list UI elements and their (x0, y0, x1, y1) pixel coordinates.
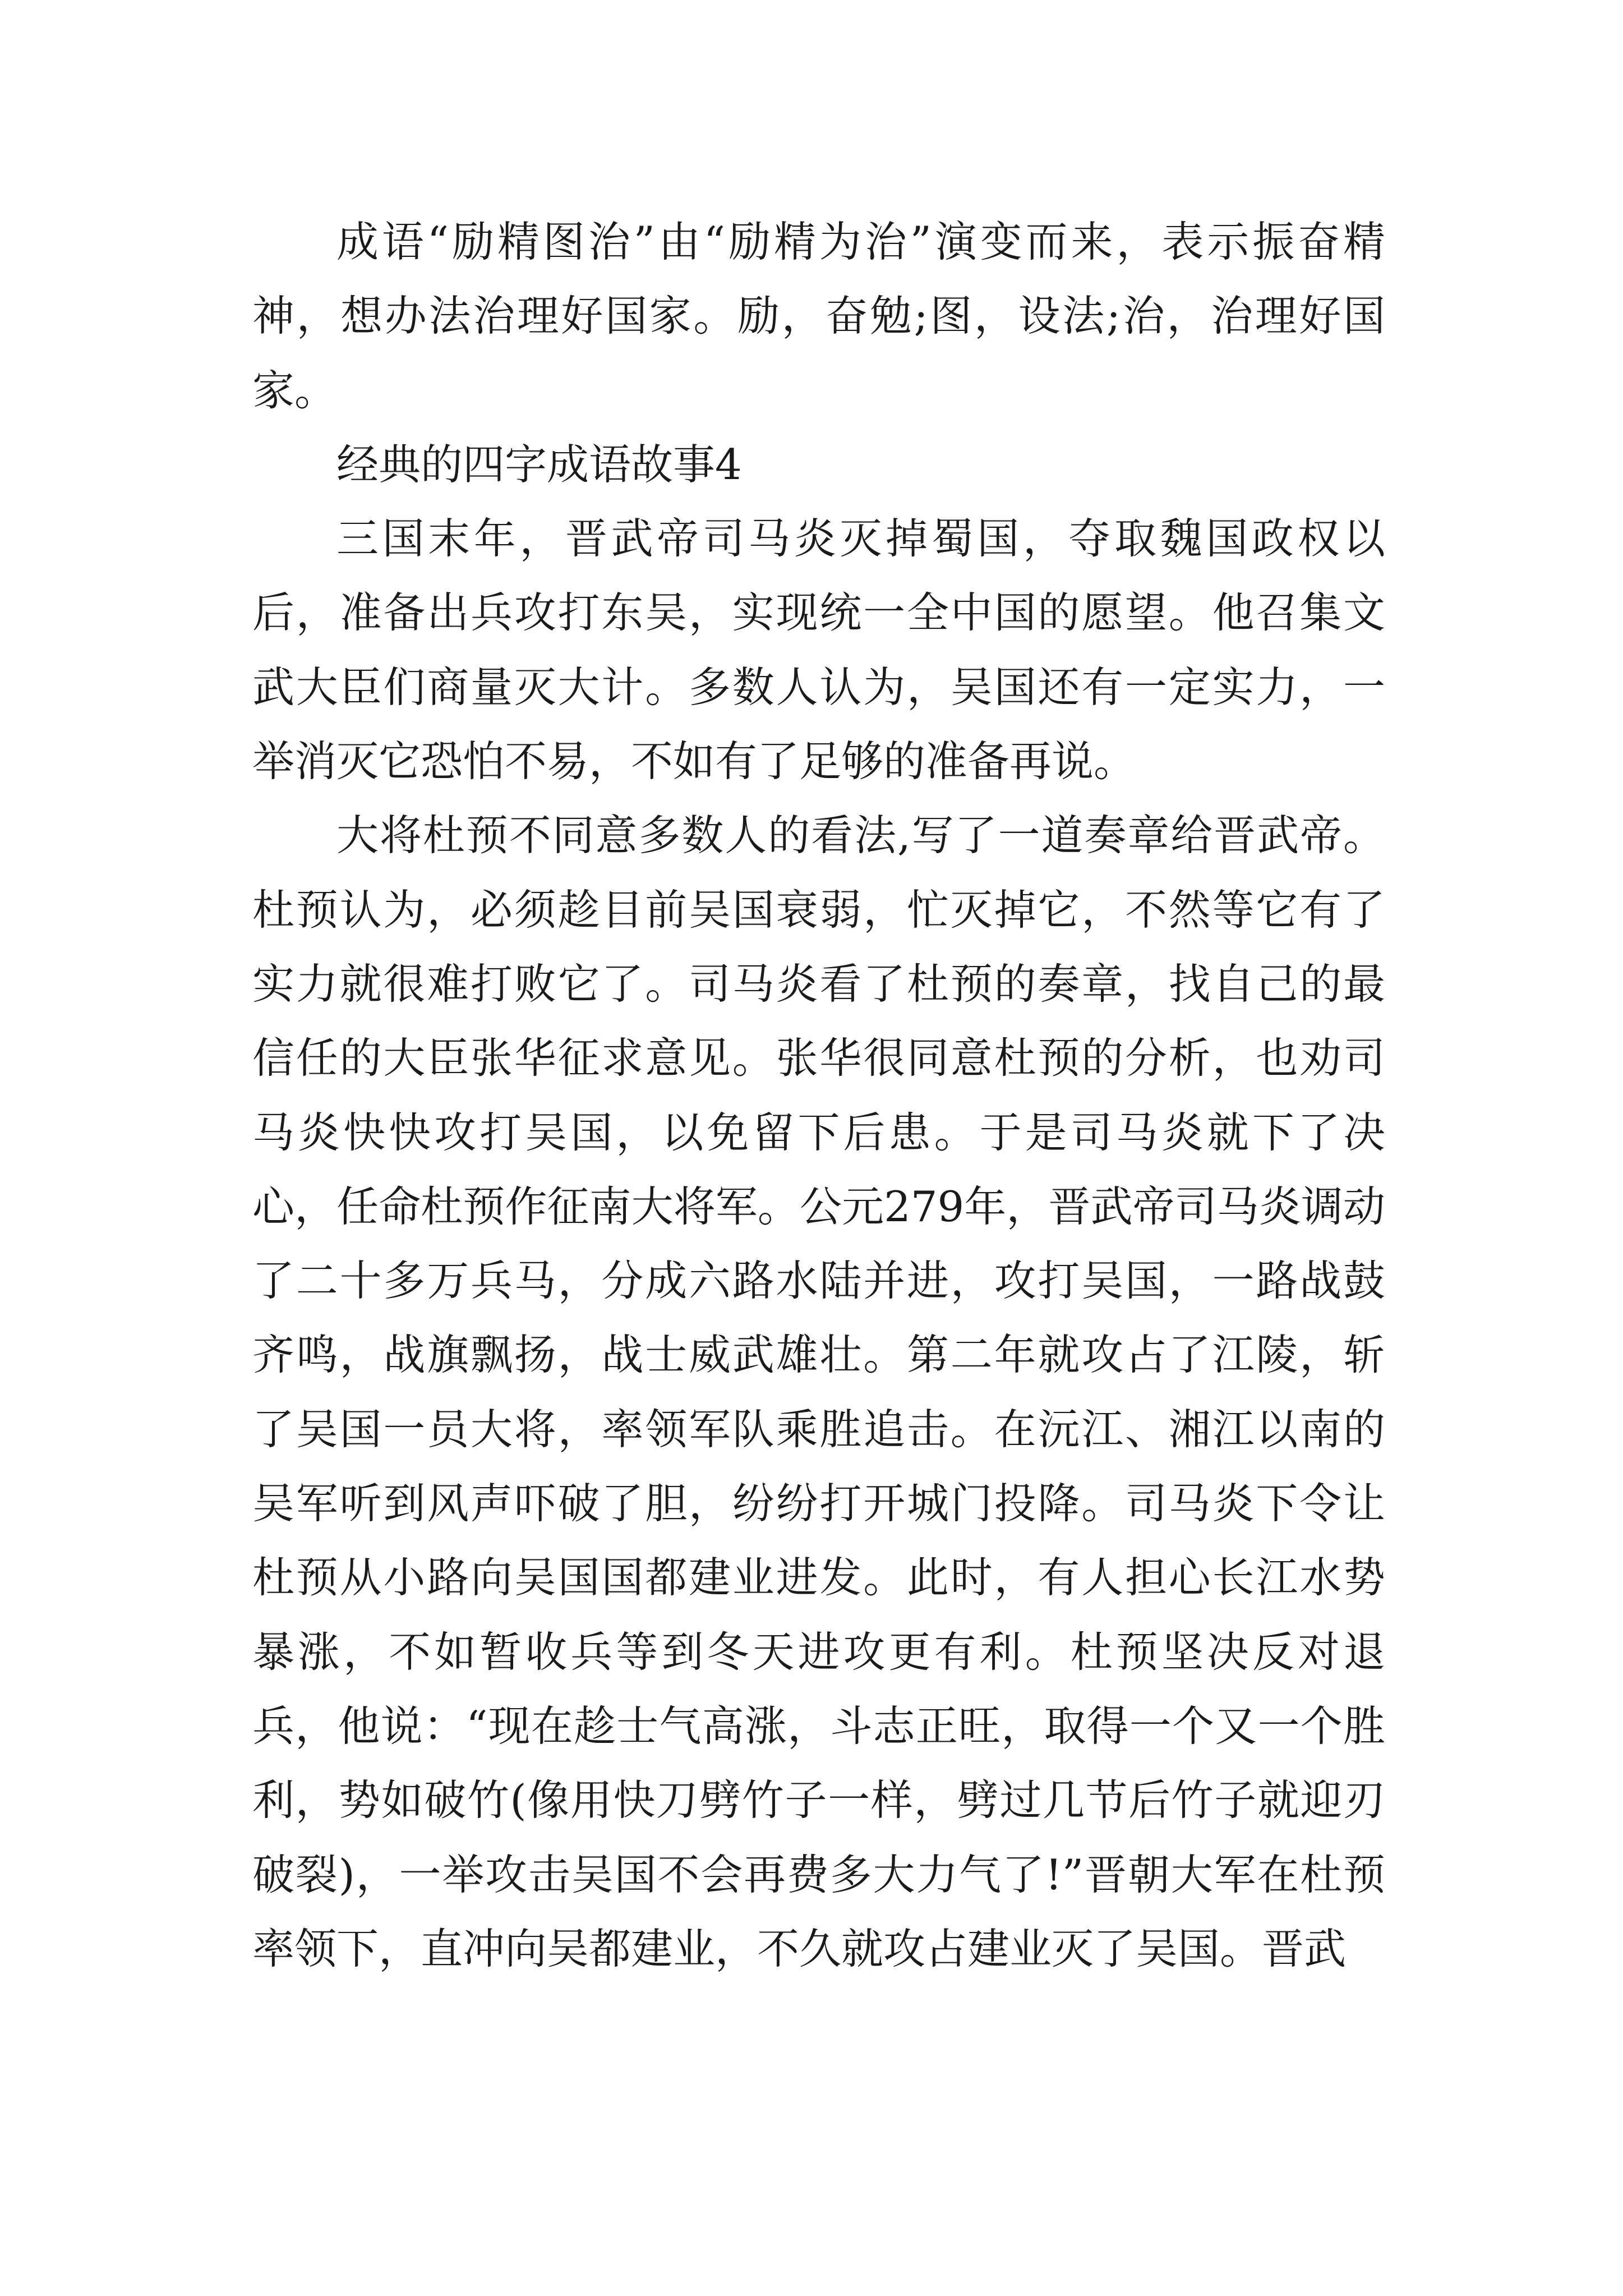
paragraph-idiom-definition: 成语“励精图治”由“励精为治”演变而来，表示振奋精神，想办法治理好国家。励，奋勉;图，设法;治，治理好国家。 (252, 217, 1385, 415)
paragraph-story-main: 大将杜预不同意多数人的看法,写了一道奏章给晋武帝。杜预认为，必须趁目前吴国衰弱，忙灭掉它，不然等它有了实力就很难打败它了。司马炎看了杜预的奏章，找自己的最信任的大臣张华征求意见。张华很同意杜预的分析，也劝司马炎快快攻打吴国，以免留下后患。于是司马炎就下了决心，任命杜预作征南大将军。公元279年，晋武帝司马炎调动了二十多万兵马，分成六路水陆并进，攻打吴国，一路战鼓齐鸣，战旗飘扬，战士威武雄壮。第二年就攻占了江陵，斩了吴国一员大将，率领军队乘胜追击。在沅江、湘江以南的吴军听到风声吓破了胆，纷纷打开城门投降。司马炎下令让杜预从小路向吴国国都建业进发。此时，有人担心长江水势暴涨，不如暂收兵等到冬天进攻更有利。杜预坚决反对退兵，他说：“现在趁士气高涨，斗志正旺，取得一个又一个胜利，势如破竹(像用快刀劈竹子一样，劈过几节后竹子就迎刃破裂)，一举攻击吴国不会再费多大力气了!”晋朝大军在杜预率领下，直冲向吴都建业，不久就攻占建业灭了吴国。晋武 (252, 811, 1385, 1973)
paragraph-story-intro: 三国末年，晋武帝司马炎灭掉蜀国，夺取魏国政权以后，准备出兵攻打东吴，实现统一全中国的愿望。他召集文武大臣们商量灭大计。多数人认为，吴国还有一定实力，一举消灭它恐怕不易，不如有了足够的准备再说。 (252, 514, 1385, 786)
section-heading: 经典的四字成语故事4 (336, 439, 742, 489)
body-text (252, 205, 1385, 1986)
